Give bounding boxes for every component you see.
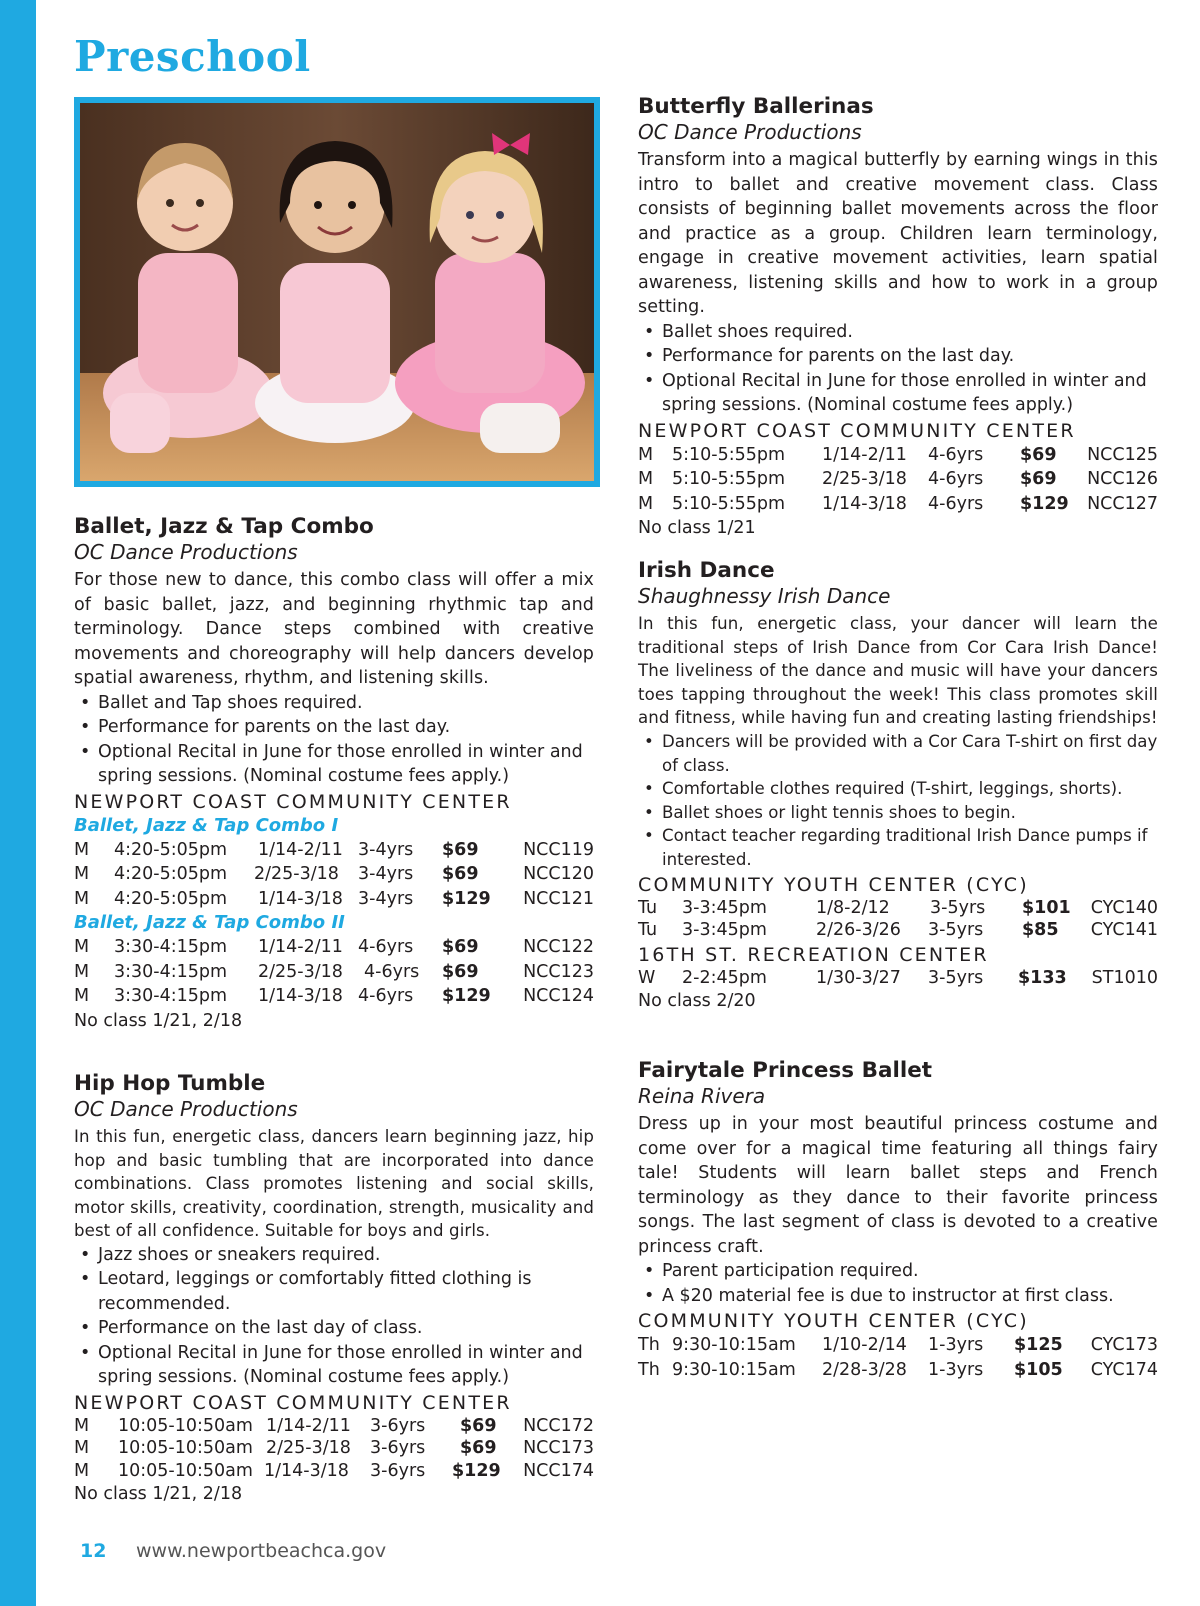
sched-dates: 2/25-3/18 (258, 961, 343, 982)
sched-ages: 1-3yrs (928, 1335, 984, 1355)
course-description: Transform into a magical butterfly by earning wings in this intro to ballet and creative movement class. Class consists of beginning ballet movements across the floor and practice as a group. Children learn terminology, engage in creative movement activities, learn spatial awareness, listening skills and how to work in a group setting. (638, 150, 1158, 317)
sched-ages: 3-5yrs (928, 967, 984, 988)
sched-day: M (74, 864, 90, 884)
sched-time: 5:10-5:55pm (672, 493, 786, 514)
sched-dates: 1/8-2/12 (816, 897, 890, 918)
subsection-heading: Ballet, Jazz & Tap Combo I (74, 814, 339, 836)
sched-time: 3-3:45pm (682, 920, 767, 941)
sched-fee: $69 (442, 839, 479, 860)
bullet-item: • Optional Recital in June for those enrolled in winter and spring sessions. (Nominal costume fees apply.) (74, 740, 594, 789)
location-heading: NEWPORT COAST COMMUNITY CENTER (74, 1391, 512, 1414)
schedule-row (74, 1437, 594, 1460)
sched-ages: 4-6yrs (928, 444, 984, 465)
course-provider: Shaughnessy Irish Dance (638, 584, 891, 608)
course-bullets (638, 730, 1158, 872)
sched-time: 4:20-5:05pm (114, 864, 228, 884)
sched-code: ST1010 (1091, 967, 1158, 988)
sched-fee: $85 (1022, 920, 1059, 941)
sched-ages: 4-6yrs (928, 493, 984, 514)
side-accent-bar (0, 0, 36, 1606)
sched-time: 5:10-5:55pm (672, 444, 786, 465)
sched-ages: 3-4yrs (358, 839, 414, 860)
sched-dates: 1/30-3/27 (816, 967, 901, 988)
sched-time: 3-3:45pm (682, 897, 767, 918)
sched-dates: 1/10-2/14 (822, 1335, 907, 1355)
bullet-item: • Ballet shoes or light tennis shoes to begin. (638, 801, 1158, 825)
sched-fee: $69 (442, 864, 479, 884)
sched-dates: 1/14-2/11 (822, 444, 907, 465)
course-description: Dress up in your most beautiful princess costume and come over for a magical time featuring all things fairy tale! Students will learn ballet steps and French terminology as they dance to their favorite princess songs. The last segment of class is devoted to a creative princess craft. (638, 1114, 1158, 1257)
sched-time: 2-2:45pm (682, 967, 767, 988)
dancers-photo (74, 97, 600, 487)
sched-day: M (74, 1438, 90, 1459)
sched-time: 5:10-5:55pm (672, 469, 786, 489)
sched-day: Tu (638, 920, 658, 941)
sched-day: M (74, 1460, 90, 1481)
sched-ages: 3-4yrs (358, 864, 414, 884)
sched-fee: $129 (442, 888, 491, 909)
sched-fee: $105 (1014, 1359, 1063, 1380)
course-bullets (74, 1243, 594, 1390)
schedule-row (638, 1333, 1158, 1358)
course-provider: OC Dance Productions (74, 1097, 298, 1121)
bullet-item: • Jazz shoes or sneakers required. (74, 1243, 594, 1268)
schedule-row (74, 838, 594, 863)
bullet-item: • Ballet shoes required. (638, 320, 1158, 345)
sched-code: NCC123 (523, 961, 594, 982)
sched-ages: 1-3yrs (928, 1359, 984, 1380)
sched-ages: 3-5yrs (930, 897, 986, 918)
sched-dates: 1/14-2/11 (266, 1415, 351, 1436)
course-title: Hip Hop Tumble (74, 1071, 266, 1096)
sched-code: CYC141 (1090, 920, 1158, 941)
sched-fee: $69 (460, 1415, 497, 1436)
sched-code: CYC140 (1090, 897, 1158, 918)
bullet-item: • Leotard, leggings or comfortably fitted clothing is recommended. (74, 1267, 594, 1316)
sched-day: M (74, 1415, 90, 1436)
sched-fee: $69 (442, 961, 479, 982)
no-class-note: No class 1/21, 2/18 (74, 1010, 243, 1031)
no-class-note: No class 1/21 (638, 518, 756, 538)
bullet-item: • Contact teacher regarding traditional Irish Dance pumps if interested. (638, 824, 1158, 871)
schedule-row (638, 492, 1158, 517)
sched-code: NCC174 (523, 1460, 594, 1481)
sched-dates: 2/25-3/18 (254, 864, 339, 884)
schedule-row (74, 960, 594, 985)
subsection-heading: Ballet, Jazz & Tap Combo II (74, 912, 345, 933)
course-title: Butterfly Ballerinas (638, 94, 874, 119)
sched-day: Tu (638, 897, 658, 918)
sched-day: Th (638, 1359, 660, 1380)
sched-time: 3:30-4:15pm (114, 961, 228, 982)
sched-day: M (74, 839, 90, 860)
location-heading: COMMUNITY YOUTH CENTER (CYC) (638, 873, 1029, 896)
sched-day: M (74, 986, 90, 1006)
sched-dates: 1/14-3/18 (264, 1460, 349, 1481)
website-link[interactable]: www.newportbeachca.gov (136, 1540, 387, 1562)
bullet-item: • Ballet and Tap shoes required. (74, 691, 594, 716)
sched-dates: 1/14-3/18 (258, 888, 343, 909)
schedule-row (74, 887, 594, 912)
sched-fee: $129 (442, 986, 491, 1006)
course-fairytale-princess-ballet (638, 1058, 1158, 1382)
sched-code: NCC173 (523, 1438, 594, 1459)
sched-ages: 3-6yrs (370, 1415, 426, 1436)
sched-fee: $129 (452, 1460, 501, 1481)
course-bullets (74, 691, 594, 789)
sched-day: M (74, 937, 90, 957)
sched-dates: 1/14-3/18 (822, 493, 907, 514)
sched-code: NCC125 (1087, 444, 1158, 465)
schedule-row (638, 1358, 1158, 1383)
sched-time: 4:20-5:05pm (114, 888, 228, 909)
sched-time: 10:05-10:50am (118, 1460, 253, 1481)
schedule-row (74, 935, 594, 960)
sched-fee: $69 (460, 1438, 497, 1459)
sched-fee: $69 (442, 937, 479, 957)
schedule-row (638, 467, 1158, 492)
sched-ages: 4-6yrs (364, 961, 420, 982)
page-number: 12 (80, 1540, 107, 1562)
schedule-row (638, 919, 1158, 942)
bullet-item: • Performance on the last day of class. (74, 1316, 594, 1341)
sched-day: Th (638, 1335, 660, 1355)
bullet-item: • Comfortable clothes required (T-shirt, leggings, shorts). (638, 777, 1158, 801)
sched-fee: $133 (1018, 967, 1067, 988)
sched-time: 3:30-4:15pm (114, 986, 228, 1006)
sched-time: 9:30-10:15am (672, 1359, 796, 1380)
sched-dates: 2/26-3/26 (816, 920, 901, 941)
sched-day: M (638, 444, 654, 465)
course-hip-hop-tumble (74, 1071, 594, 1507)
location-heading: NEWPORT COAST COMMUNITY CENTER (74, 790, 512, 813)
no-class-note: No class 2/20 (638, 991, 756, 1012)
bullet-item: • Parent participation required. (638, 1259, 1158, 1284)
course-description: In this fun, energetic class, dancers learn beginning jazz, hip hop and basic tumbling that are incorporated into dance combinations. Class promotes listening and social skills, motor skills, creativity, coordination, strength, musicality and best of all confidence. Suitable for boys and girls. (74, 1127, 594, 1241)
sched-ages: 4-6yrs (358, 986, 414, 1006)
sched-ages: 3-6yrs (370, 1460, 426, 1481)
sched-code: NCC126 (1087, 469, 1158, 489)
sched-time: 9:30-10:15am (672, 1335, 796, 1355)
schedule-row (638, 967, 1158, 990)
schedule-row (638, 897, 1158, 920)
course-provider: Reina Rivera (638, 1084, 766, 1108)
bullet-item: • Performance for parents on the last day. (638, 344, 1158, 369)
bullet-item: • A $20 material fee is due to instructor at first class. (638, 1284, 1158, 1309)
sched-code: NCC121 (523, 888, 594, 909)
bullet-item: • Optional Recital in June for those enrolled in winter and spring sessions. (Nominal costume fees apply.) (74, 1341, 594, 1390)
sched-day: M (638, 469, 654, 489)
course-provider: OC Dance Productions (74, 540, 298, 564)
course-irish-dance (638, 558, 1158, 1014)
sched-code: CYC173 (1090, 1335, 1158, 1355)
sched-dates: 1/14-2/11 (258, 839, 343, 860)
page-title: Preschool (74, 32, 311, 81)
sched-time: 3:30-4:15pm (114, 937, 228, 957)
course-provider: OC Dance Productions (638, 120, 862, 144)
course-ballet-jazz-tap (74, 514, 594, 1033)
course-title: Irish Dance (638, 558, 775, 583)
schedule-row (74, 1460, 594, 1483)
schedule-row (74, 984, 594, 1009)
sched-ages: 3-5yrs (928, 920, 984, 941)
course-bullets (638, 1259, 1158, 1308)
sched-fee: $69 (1020, 469, 1057, 489)
sched-day: M (74, 888, 90, 909)
sched-code: NCC120 (523, 864, 594, 884)
sched-dates: 2/25-3/18 (822, 469, 907, 489)
sched-time: 10:05-10:50am (118, 1415, 253, 1436)
bullet-item: • Performance for parents on the last day. (74, 715, 594, 740)
location-heading: NEWPORT COAST COMMUNITY CENTER (638, 419, 1076, 442)
sched-code: NCC122 (523, 937, 594, 957)
sched-day: W (638, 967, 656, 988)
schedule-row (74, 1415, 594, 1438)
sched-day: M (74, 961, 90, 982)
sched-code: NCC119 (523, 839, 594, 860)
location-heading: 16TH ST. RECREATION CENTER (638, 943, 989, 966)
sched-time: 4:20-5:05pm (114, 839, 228, 860)
sched-fee: $125 (1014, 1335, 1063, 1355)
course-butterfly-ballerinas (638, 94, 1158, 541)
course-title: Fairytale Princess Ballet (638, 1058, 933, 1083)
schedule-row (638, 443, 1158, 468)
sched-fee: $69 (1020, 444, 1057, 465)
sched-dates: 2/28-3/28 (822, 1359, 907, 1380)
sched-fee: $101 (1022, 897, 1071, 918)
sched-code: CYC174 (1090, 1359, 1158, 1380)
dancers-photo-illustration (80, 103, 594, 481)
location-heading: COMMUNITY YOUTH CENTER (CYC) (638, 1310, 1029, 1332)
sched-fee: $129 (1020, 493, 1069, 514)
sched-ages: 4-6yrs (358, 937, 414, 957)
sched-ages: 3-6yrs (370, 1438, 426, 1459)
sched-code: NCC127 (1087, 493, 1158, 514)
sched-day: M (638, 493, 654, 514)
sched-dates: 1/14-2/11 (258, 937, 343, 957)
sched-time: 10:05-10:50am (118, 1438, 253, 1459)
sched-code: NCC172 (523, 1415, 594, 1436)
course-bullets (638, 320, 1158, 418)
sched-ages: 4-6yrs (928, 469, 984, 489)
bullet-item: • Optional Recital in June for those enrolled in winter and spring sessions. (Nominal costume fees apply.) (638, 369, 1158, 418)
sched-dates: 1/14-3/18 (258, 986, 343, 1006)
course-description: In this fun, energetic class, your dancer will learn the traditional steps of Irish Dance from Cor Cara Irish Dance! The liveliness of the dance and music will have your dancers toes tapping throughout the week! This class promotes skill and fitness, while having fun and creating lasting friendships! (638, 614, 1158, 728)
sched-ages: 3-4yrs (358, 888, 414, 909)
schedule-row (74, 862, 594, 887)
sched-code: NCC124 (523, 986, 594, 1006)
bullet-item: • Dancers will be provided with a Cor Cara T-shirt on first day of class. (638, 730, 1158, 777)
course-title: Ballet, Jazz & Tap Combo (74, 514, 374, 539)
sched-dates: 2/25-3/18 (266, 1438, 351, 1459)
course-description: For those new to dance, this combo class will offer a mix of basic ballet, jazz, and beginning rhythmic tap and terminology. Dance steps combined with creative movements and choreography will help dancers develop spatial awareness, rhythm, and listening skills. (74, 570, 594, 688)
no-class-note: No class 1/21, 2/18 (74, 1484, 243, 1505)
